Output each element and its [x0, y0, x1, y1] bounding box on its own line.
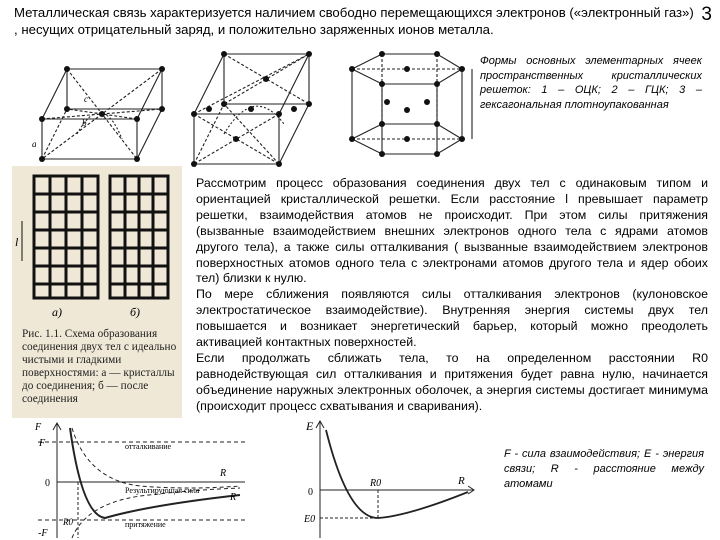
photo-label-a: а): [52, 305, 62, 319]
energy-graph: [298, 418, 478, 540]
energy-zero: 0: [308, 487, 313, 498]
force-y-zero: 0: [45, 478, 50, 489]
hcp-cell-diagram: [342, 44, 478, 169]
photo-label-b: б): [130, 305, 141, 319]
intro-text: Металлическая связь характеризуется наличием свободно перемещающихся электронов («электронный газ») , несущих отрицательный заряд, и положительно заряженных ионов металла.: [14, 5, 694, 37]
force-graph: [30, 420, 250, 540]
force-attraction-label: притяжение: [125, 520, 166, 529]
force-x-label-axis: R: [230, 492, 237, 503]
lattice-grid-figure: [12, 166, 182, 326]
lattice-label-a: a: [32, 139, 37, 149]
scanned-figure: [12, 166, 182, 418]
energy-e0: E0: [304, 514, 316, 525]
lattice-label-c: c: [84, 94, 88, 104]
bcc-cell-diagram: [22, 44, 182, 169]
force-resultant-label: Результирующая сила: [125, 486, 200, 495]
force-y-mid: F: [39, 438, 46, 449]
slide-number: 3: [701, 4, 712, 25]
force-repulsion-label: отталкивание: [125, 442, 172, 451]
force-r0: R0: [63, 517, 73, 527]
energy-x-label: R: [458, 475, 465, 487]
fcc-cell-diagram: [184, 44, 344, 169]
force-x-label: R: [220, 468, 227, 479]
force-y-top: F: [35, 422, 42, 433]
force-y-bottom: -F: [38, 528, 48, 539]
body-paragraph: Если продолжать сближать тела, то на определенном расстоянии R0 равнодействующая сил отталкивания и притяжения будет равна нулю, начинается объединение наружных электронных оболочек, а энергия системы достигает минимума (происходит процесс схватывания и сваривания).: [196, 350, 708, 413]
body-paragraph: Рассмотрим процесс образования соединения двух тел с одинаковым типом и ориентацией кристаллической решетки. Если расстояние l превышает параметр решетки, взаимодействия атомов не происходит. При этом силы притяжения (вызванные взаимодействием внешних электронов одного тела с ядрами атомов другого тела), а также силы отталкивания ( вызванные взаимодействием электронов поверхностных атомов одного тела с электронами атомов другого тела и ядер обоих тел) близки к нулю.: [196, 176, 708, 286]
lattice-caption: Формы основных элементарных ячеек пространственных кристаллических решеток: 1 – ОЦК; 2 – ГЦК; 3 – гексагональная плотноупакованная: [480, 55, 702, 111]
legend-text: F - сила взаимодействия; E - энергия связи; R - расстояние между атомами: [504, 448, 704, 490]
body-paragraph: По мере сближения появляются силы отталкивания электронов (кулоновское электростатическое взаимодействие). Внутренняя энергия системы двух тел повышается и возникает энергетический барьер, который можно преодолеть активацией контактных поверхностей.: [196, 287, 708, 350]
photo-axis-label: l: [15, 235, 19, 249]
energy-r0: R0: [370, 478, 382, 489]
photo-caption: Рис. 1.1. Схема образования соединения двух тел с идеально чистыми и гладкими поверхностями: а — кристаллы до соединения; б — после соединения: [22, 328, 177, 405]
lattice-label-b: b: [82, 118, 87, 128]
body-text: [196, 176, 708, 415]
energy-y-label: E: [306, 419, 314, 433]
